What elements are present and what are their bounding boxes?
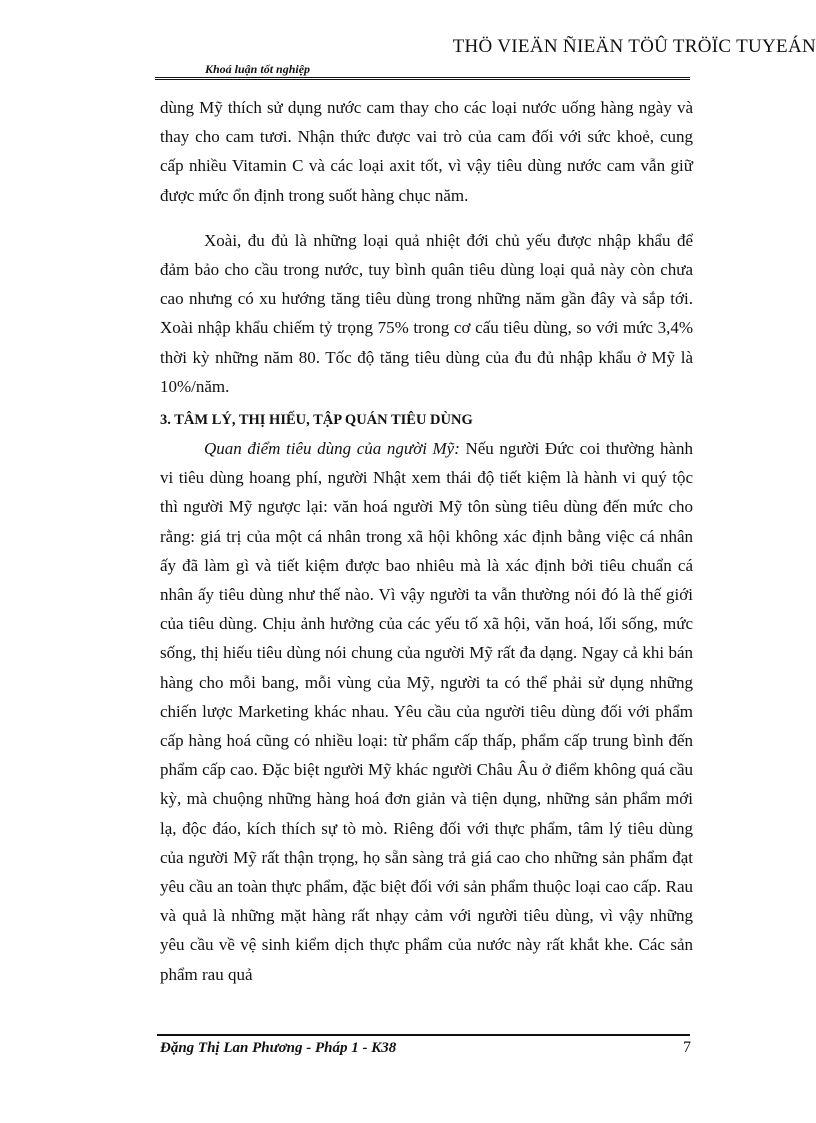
header-divider xyxy=(155,77,690,80)
paragraph-3-text: Nếu người Đức coi thường hành vi tiêu dùng hoang phí, người Nhật xem thái độ tiết kiệm là hành vi quý tộc thì người Mỹ ngược lại: văn hoá người Mỹ tôn sùng tiêu dùng đến mức cho rằng: giá trị của một cá nhân trong xã hội không xác định bằng việc cá nhân ấy đã làm gì và tiết kiệm được bao nhiêu mà là xác định bởi tiêu chuẩn cá nhân ấy tiêu dùng như thế nào. Vì vậy người ta vẫn thường nói đó là thế giới của tiêu dùng. Chịu ảnh hưởng của các yếu tố xã hội, văn hoá, lối sống, mức sống, thị hiếu tiêu dùng nói chung của người Mỹ rất đa dạng. Ngay cả khi bán hàng cho mỗi bang, mỗi vùng của Mỹ, người ta có thể phải sử dụng những chiến lược Marketing khác nhau. Yêu cầu của người tiêu dùng đối với phẩm cấp hàng hoá cũng có nhiều loại: từ phẩm cấp thấp, phẩm cấp trung bình đến phẩm cấp cao. Đặc biệt người Mỹ khác người Châu Âu ở điểm không quá cầu kỳ, mà chuộng những hàng hoá đơn giản và tiện dụng, những sản phẩm mới lạ, độc đáo, kích thích sự tò mò. Riêng đối với thực phẩm, tâm lý tiêu dùng của người Mỹ rất thận trọng, họ sẵn sàng trả giá cao cho những sản phẩm đạt yêu cầu an toàn thực phẩm, đặc biệt đối với sản phẩm thuộc loại cao cấp. Rau và quả là những mặt hàng rất nhạy cảm với người tiêu dùng, vì vậy những yêu cầu về vệ sinh kiểm dịch thực phẩm của nước này rất khắt khe. Các sản phẩm rau quả xyxy=(160,439,694,984)
header-label: Khoá luận tốt nghiệp xyxy=(205,62,311,76)
page-number: 7 xyxy=(683,1039,691,1056)
site-watermark: THÖ VIEÄN ÑIEÄN TÖÛ TRÖÏC TUYEÁN xyxy=(452,36,816,57)
section-heading: 3. TÂM LÝ, THỊ HIẾU, TẬP QUÁN TIÊU DÙNG xyxy=(160,412,473,429)
footer-author: Đặng Thị Lan Phương - Pháp 1 - K38 xyxy=(160,1040,397,1056)
page-content xyxy=(160,93,693,989)
paragraph-1: dùng Mỹ thích sử dụng nước cam thay cho các loại nước uống hàng ngày và thay cho cam tươi. Nhận thức được vai trò của cam đối với sức khoẻ, cung cấp nhiều Vitamin C và các loại axit tốt, vì vậy tiêu dùng nước cam vẫn giữ được mức ổn định trong suốt hàng chục năm. xyxy=(160,98,693,205)
paragraph-2: Xoài, đu đủ là những loại quả nhiệt đới chủ yếu được nhập khẩu để đảm bảo cho cầu trong nước, tuy bình quân tiêu dùng loại quả này còn chưa cao nhưng có xu hướng tăng tiêu dùng trong những năm gần đây và sắp tới. Xoài nhập khẩu chiếm tỷ trọng 75% trong cơ cấu tiêu dùng, so với mức 3,4% thời kỳ những năm 80. Tốc độ tăng tiêu dùng của đu đủ nhập khẩu ở Mỹ là 10%/năm. xyxy=(160,230,693,396)
footer-divider xyxy=(157,1034,690,1036)
paragraph-3-lead: Quan điểm tiêu dùng của người Mỹ: xyxy=(204,439,460,459)
paragraph-3 xyxy=(160,434,693,989)
